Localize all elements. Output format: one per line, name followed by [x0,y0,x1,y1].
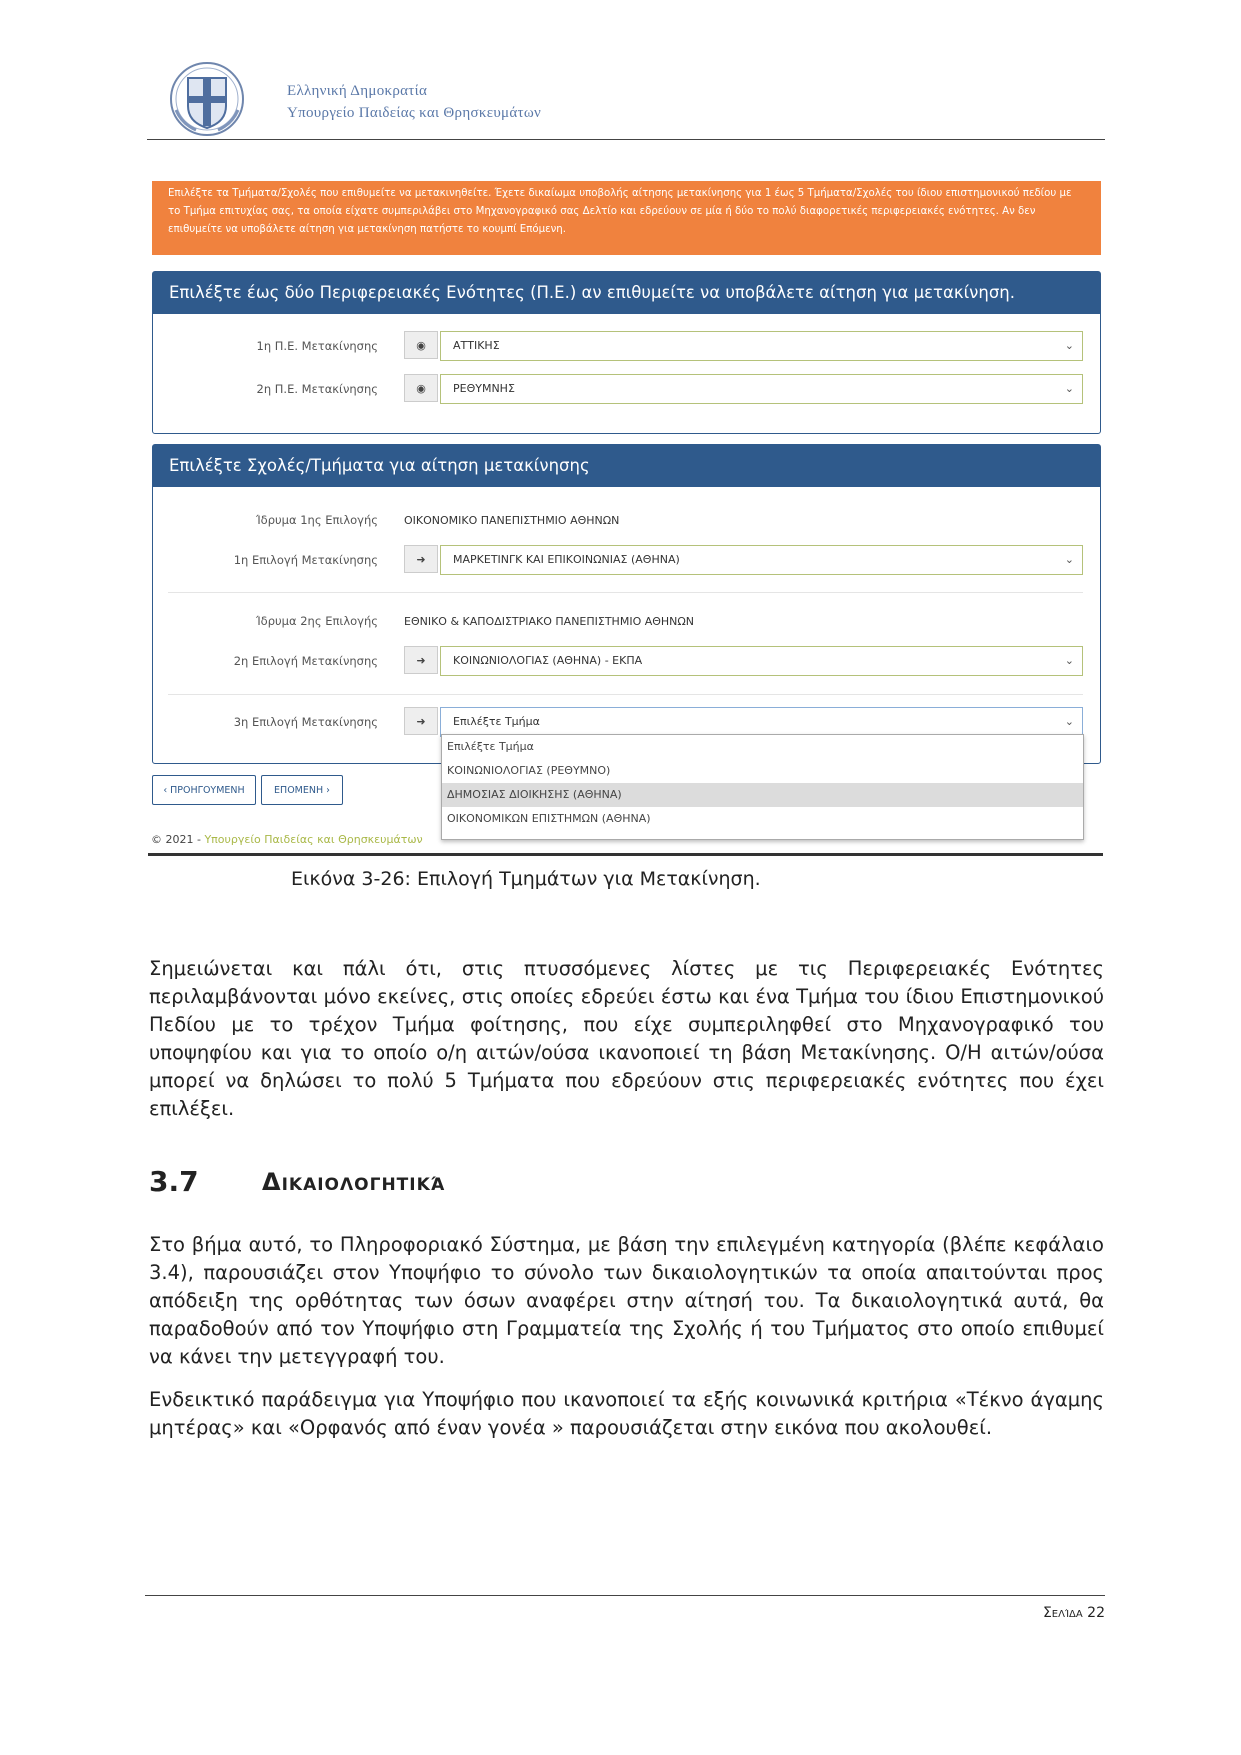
paragraph-1: Σημειώνεται και πάλι ότι, στις πτυσσόμενες λίστες με τις Περιφερειακές Ενότητες περιλαμβάνονται μόνο εκείνες, στις οποίες εδρεύει έστω και ένα Τμήμα του ίδιου Επιστημονικού Πεδίου με το τρέχον Τμήμα φοίτησης, που είχε συμπεριληφθεί στο Μηχανογραφικό του υποψηφίου και για το οποίο ο/η αιτών/ούσα ικανοποιεί τη βάση Μετακίνησης. Ο/Η αιτών/ούσα μπορεί να δηλώσει το πολύ 5 Τμήματα που εδρεύουν στις περιφερειακές ενότητες που έχει επιλέξει. [149,957,1104,1120]
row-divider [168,694,1083,695]
region2-select[interactable] [440,374,1083,404]
ministry-name: Υπουργείο Παιδείας και Θρησκευμάτων [287,105,542,121]
choice1-label: 1η Επιλογή Μετακίνησης [233,553,378,567]
ministry-heading [287,80,541,124]
chevron-right-icon: › [323,784,330,796]
footer-ministry-link[interactable]: Υπουργείο Παιδείας και Θρησκευμάτων [204,833,423,846]
page-number [1043,1605,1105,1621]
chevron-down-icon: ⌄ [1064,715,1074,728]
footer-rule [145,1595,1105,1596]
section-title: Δικαιολογητικά [262,1168,446,1196]
chevron-down-icon: ⌄ [1064,654,1074,667]
region2-label: 2η Π.Ε. Μετακίνησης [256,382,378,396]
region1-label: 1η Π.Ε. Μετακίνησης [256,339,378,353]
paragraph-2: Στο βήμα αυτό, το Πληροφοριακό Σύστημα, με βάση την επιλεγμένη κατηγορία (βλέπε κεφάλαιο 3.4), παρουσιάζει στον Υποψήφιο το σύνολο των δικαιολογητικών τα οποία απαιτούνται προς απόδειξη της ορθότητας των όσων αναφέρει στην αίτησή του. Τα δικαιολογητικά αυτά, θα παραδοθούν από τον Υποψήφιο στη Γραμματεία της Σχολής ή του Τμήματος στο οποίο επιθυμεί να κάνει την μετεγγραφή του. [149,1233,1104,1368]
choice1-value: ΜΑΡΚΕΤΙΝΓΚ ΚΑΙ ΕΠΙΚΟΙΝΩΝΙΑΣ (ΑΘΗΝΑ) [453,553,680,566]
choice2-select[interactable] [440,646,1083,676]
sign-in-icon: ➜ [404,707,438,735]
previous-button[interactable] [152,775,256,805]
info-alert: Επιλέξτε τα Τμήματα/Σχολές που επιθυμείτε να μετακινηθείτε. Έχετε δικαίωμα υποβολής αίτησης μετακίνησης για 1 έως 5 Τμήματα/Σχολές του ίδιου επιστημονικού πεδίου με το Τμήμα επιτυχίας σας, τα οποία είχατε συμπεριλάβει στο Μηχανογραφικό σας Δελτίο και εδρεύουν σε μία ή δύο το πολύ διαφορετικές περιφερειακές ενότητες. Αν δεν επιθυμείτε να υποβάλετε αίτηση για μετακίνηση πατήστε το κουμπί Επόμενη. [152,181,1101,255]
region1-value: ΑΤΤΙΚΗΣ [453,339,500,352]
region2-value: ΡΕΘΥΜΝΗΣ [453,382,515,395]
choice3-value: Επιλέξτε Τμήμα [453,715,540,728]
sign-in-icon: ➜ [404,545,438,573]
dropdown-option[interactable]: ΚΟΙΝΩΝΙΟΛΟΓΙΑΣ (ΡΕΘΥΜΝΟ) [447,764,611,777]
regions-panel-title: Επιλέξτε έως δύο Περιφερειακές Ενότητες (Π.Ε.) αν επιθυμείτε να υποβάλετε αίτηση για μετακίνηση. [153,272,1100,314]
choice2-value: ΚΟΙΝΩΝΙΟΛΟΓΙΑΣ (ΑΘΗΝΑ) - ΕΚΠΑ [453,654,643,667]
figure-caption: Εικόνα 3-26: Επιλογή Τμημάτων για Μετακίνηση. [291,868,761,890]
departments-panel-title: Επιλέξτε Σχολές/Τμήματα για αίτηση μετακίνησης [153,445,1100,487]
sign-in-icon: ➜ [404,646,438,674]
page-label: Σελίδα [1042,1605,1083,1621]
department-dropdown-list [441,734,1084,840]
dropdown-option-highlighted[interactable]: ΔΗΜΟΣΙΑΣ ΔΙΟΙΚΗΣΗΣ (ΑΘΗΝΑ) [442,783,1083,807]
institution1-value: ΟΙΚΟΝΟΜΙΚΟ ΠΑΝΕΠΙΣΤΗΜΙΟ ΑΘΗΝΩΝ [404,514,620,527]
institution2-value: ΕΘΝΙΚΟ & ΚΑΠΟΔΙΣΤΡΙΑΚΟ ΠΑΝΕΠΙΣΤΗΜΙΟ ΑΘΗΝΩΝ [404,615,695,628]
previous-button-label: ΠΡΟΗΓΟΥΜΕΝΗ [170,784,245,796]
choice2-label: 2η Επιλογή Μετακίνησης [233,654,378,668]
dropdown-option[interactable]: ΟΙΚΟΝΟΜΙΚΩΝ ΕΠΙΣΤΗΜΩΝ (ΑΘΗΝΑ) [447,812,651,825]
chevron-down-icon: ⌄ [1064,553,1074,566]
globe-icon: ◉ [404,374,438,402]
greek-coat-of-arms-icon [168,60,246,138]
paragraph-3: Ενδεικτικό παράδειγμα για Υποψήφιο που ικανοποιεί τα εξής κοινωνικά κριτήρια «Τέκνο άγαμης μητέρας» και «Ορφανός από έναν γονέα » παρουσιάζεται στην εικόνα που ακολουθεί. [149,1388,1104,1439]
country-name: Ελληνική Δημοκρατία [287,83,428,99]
next-button-label: ΕΠΟΜΕΝΗ [274,784,324,796]
next-button[interactable] [261,775,343,805]
screenshot-bottom-border [148,853,1103,856]
institution1-label: Ίδρυμα 1ης Επιλογής [255,513,378,527]
region1-select[interactable] [440,331,1083,361]
institution2-label: Ίδρυμα 2ης Επιλογής [255,614,378,628]
chevron-left-icon: ‹ [163,784,171,796]
globe-icon: ◉ [404,331,438,359]
choice3-label: 3η Επιλογή Μετακίνησης [233,715,378,729]
chevron-down-icon: ⌄ [1064,339,1074,352]
section-number: 3.7 [149,1165,199,1198]
chevron-down-icon: ⌄ [1064,382,1074,395]
choice3-select[interactable] [440,707,1083,737]
row-divider [168,592,1083,593]
app-footer [151,833,423,846]
dropdown-option[interactable]: Επιλέξτε Τμήμα [447,740,534,753]
page-number-value: 22 [1087,1605,1105,1621]
footer-year: © 2021 - [151,833,205,846]
choice1-select[interactable] [440,545,1083,575]
header-rule [147,139,1105,140]
